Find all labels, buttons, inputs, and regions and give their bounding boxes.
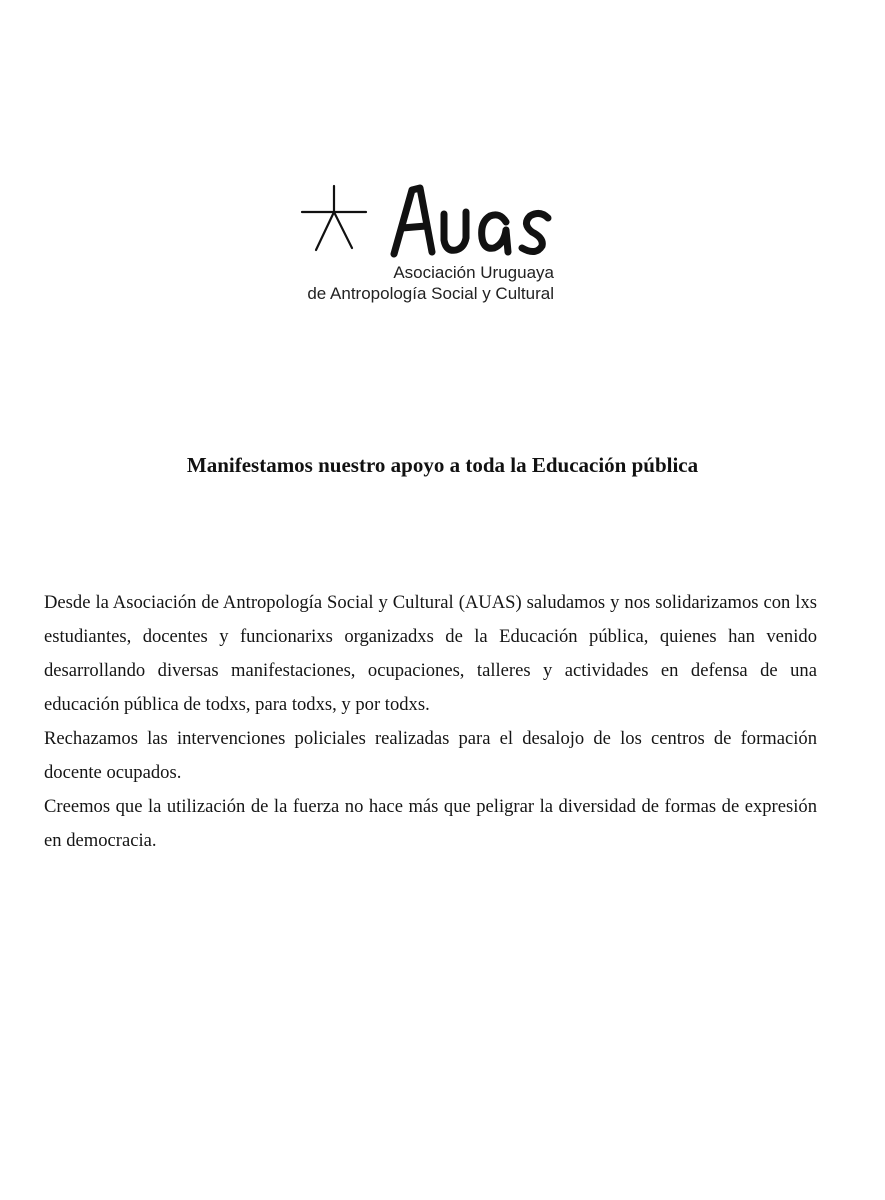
auas-wordmark [386,180,556,262]
document-title: Manifestamos nuestro apoyo a toda la Educación pública [186,453,699,477]
star-figure-icon [298,182,370,254]
logo-tagline-line1: Asociación Uruguaya [393,263,554,282]
logo-tagline [307,262,554,304]
paragraph-democracy: Creemos que la utilización de la fuerza no hace más que peligrar la diversidad de formas de expresión en democracia. [44,796,817,851]
logo-tagline-line2: de Antropología Social y Cultural [307,284,554,303]
paragraph-rejection: Rechazamos las intervenciones policiales realizadas para el desalojo de los centros de formación docente ocupados. [44,728,817,783]
paragraph-solidarity: Desde la Asociación de Antropología Social y Cultural (AUAS) saludamos y nos solidarizamos con lxs estudiantes, docentes y funcionarixs organizadxs de la Educación pública, quienes han venido desarrollando diversas manifestaciones, ocupaciones, talleres y actividades en defensa de una educación pública de todxs, para todxs, y por todxs. [44,592,817,715]
statement-body [44,586,817,858]
auas-logo [298,180,558,305]
